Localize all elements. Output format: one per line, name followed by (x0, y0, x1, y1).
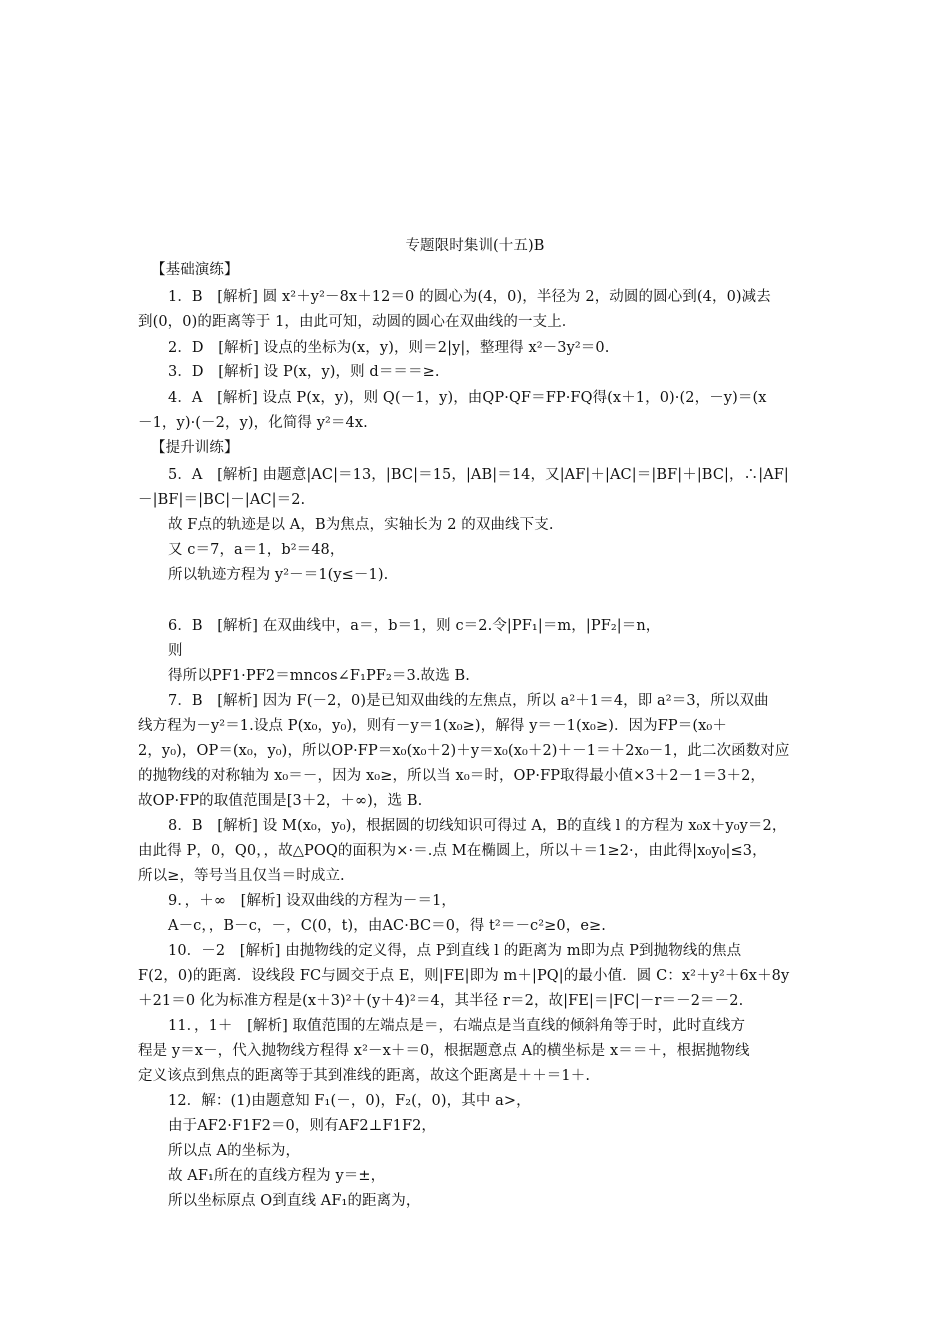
text-line: 7．B [解析] 因为 F(－2，0)是已知双曲线的左焦点，所以 a²＋1＝4，即 a²＝3，所以双曲 (168, 693, 769, 709)
section-heading: 【提升训练】 (151, 440, 239, 456)
text-line: 所以点 A的坐标为， (168, 1143, 301, 1159)
text-line: 4．A [解析] 设点 P(x，y)，则 Q(－1，y)，由QP·QF＝FP·FQ得(x＋1，0)·(2，－y)＝(x (168, 390, 767, 406)
text-line: 由于AF2·F1F2＝0，则有AF2⊥F1F2， (168, 1118, 437, 1134)
text-line: 2．D [解析] 设点的坐标为(x，y)，则＝2|y|，整理得 x²－3y²＝0. (168, 340, 610, 356)
text-line: 由此得 P，0，Q0，，故△POQ的面积为×·＝.点 M在椭圆上，所以＋＝1≥2·，由此得|x₀y₀|≤3， (138, 843, 767, 859)
text-line: －1，y)·(－2，y)，化简得 y²＝4x. (138, 415, 368, 431)
text-line: 则 (168, 643, 183, 659)
text-line: 定义该点到焦点的距离等于其到准线的距离，故这个距离是＋＋＝1＋. (138, 1068, 591, 1084)
text-line: 5．A [解析] 由题意|AC|＝13，|BC|＝15，|AB|＝14，又|AF|＋|AC|＝|BF|＋|BC|，∴|AF| (168, 467, 789, 483)
text-line: ＋21＝0 化为标准方程是(x＋3)²＋(y＋4)²＝4，其半径 r＝2，故|FE|＝|FC|－r＝－2＝－2. (138, 993, 744, 1009)
text-line: F(2，0)的距离．设线段 FC与圆交于点 E，则|FE|即为 m＋|PQ|的最小值．圆 C：x²＋y²＋6x＋8y (138, 968, 790, 984)
text-line: 的抛物线的对称轴为 x₀＝－，因为 x₀≥，所以当 x₀＝时，OP·FP取得最小值×3＋2－1＝3＋2， (138, 768, 765, 784)
section-heading: 【基础演练】 (151, 262, 239, 278)
text-line: 程是 y＝x－，代入抛物线方程得 x²－x＋＝0，根据题意点 A的横坐标是 x＝＝＋，根据抛物线 (138, 1043, 750, 1059)
document-title: 专题限时集训(十五)B (405, 238, 545, 254)
text-line: 故OP·FP的取值范围是[3＋2，＋∞)，选 B. (138, 793, 423, 809)
text-line: 又 c＝7，a＝1，b²＝48， (168, 542, 345, 558)
text-line: 8．B [解析] 设 M(x₀，y₀)，根据圆的切线知识可得过 A，B的直线 l 的方程为 x₀x＋y₀y＝2， (168, 818, 787, 834)
text-line: 10．－2 [解析] 由抛物线的定义得，点 P到直线 l 的距离为 m即为点 P到抛物线的焦点 (168, 943, 742, 959)
text-line: 到(0，0)的距离等于 1，由此可知，动圆的圆心在双曲线的一支上． (138, 314, 577, 330)
text-line: 所以轨迹方程为 y²－＝1(y≤－1). (168, 567, 389, 583)
text-line: 12．解：(1)由题意知 F₁(－，0)，F₂(，0)，其中 a>， (168, 1093, 531, 1109)
text-line: A－c，，B－c，－，C(0，t)，由AC·BC＝0，得 t²＝－c²≥0，e≥. (168, 918, 606, 934)
text-line: －|BF|＝|BC|－|AC|＝2. (138, 492, 306, 508)
text-line: 所以坐标原点 O到直线 AF₁的距离为， (168, 1193, 421, 1209)
text-line: 11．，1＋ [解析] 取值范围的左端点是＝，右端点是当直线的倾斜角等于时，此时直线方 (168, 1018, 746, 1034)
text-line: 得所以PF1·PF2＝mncos∠F₁PF₂＝3.故选 B. (168, 668, 470, 684)
text-line: 故 AF₁所在的直线方程为 y＝±， (168, 1168, 386, 1184)
text-line: 6．B [解析] 在双曲线中，a＝，b＝1，则 c＝2.令|PF₁|＝m，|PF₂|＝n， (168, 618, 661, 634)
text-line: 3．D [解析] 设 P(x，y)，则 d＝＝＝≥. (168, 364, 440, 380)
text-line: 2，y₀)，OP＝(x₀，y₀)，所以OP·FP＝x₀(x₀＋2)＋y＝x₀(x₀＋2)＋－1＝＋2x₀－1，此二次函数对应 (138, 743, 790, 759)
text-line: 9．，＋∞ [解析] 设双曲线的方程为－＝1， (168, 893, 457, 909)
text-line: 故 F点的轨迹是以 A，B为焦点，实轴长为 2 的双曲线下支. (168, 517, 554, 533)
text-line: 1．B [解析] 圆 x²＋y²－8x＋12＝0 的圆心为(4，0)，半径为 2，动圆的圆心到(4，0)减去 (168, 289, 771, 305)
text-line: 线方程为－y²＝1.设点 P(x₀，y₀)，则有－y＝1(x₀≥)，解得 y＝－1(x₀≥)．因为FP＝(x₀＋ (138, 718, 727, 734)
text-line: 所以≥，等号当且仅当＝时成立. (138, 868, 345, 884)
